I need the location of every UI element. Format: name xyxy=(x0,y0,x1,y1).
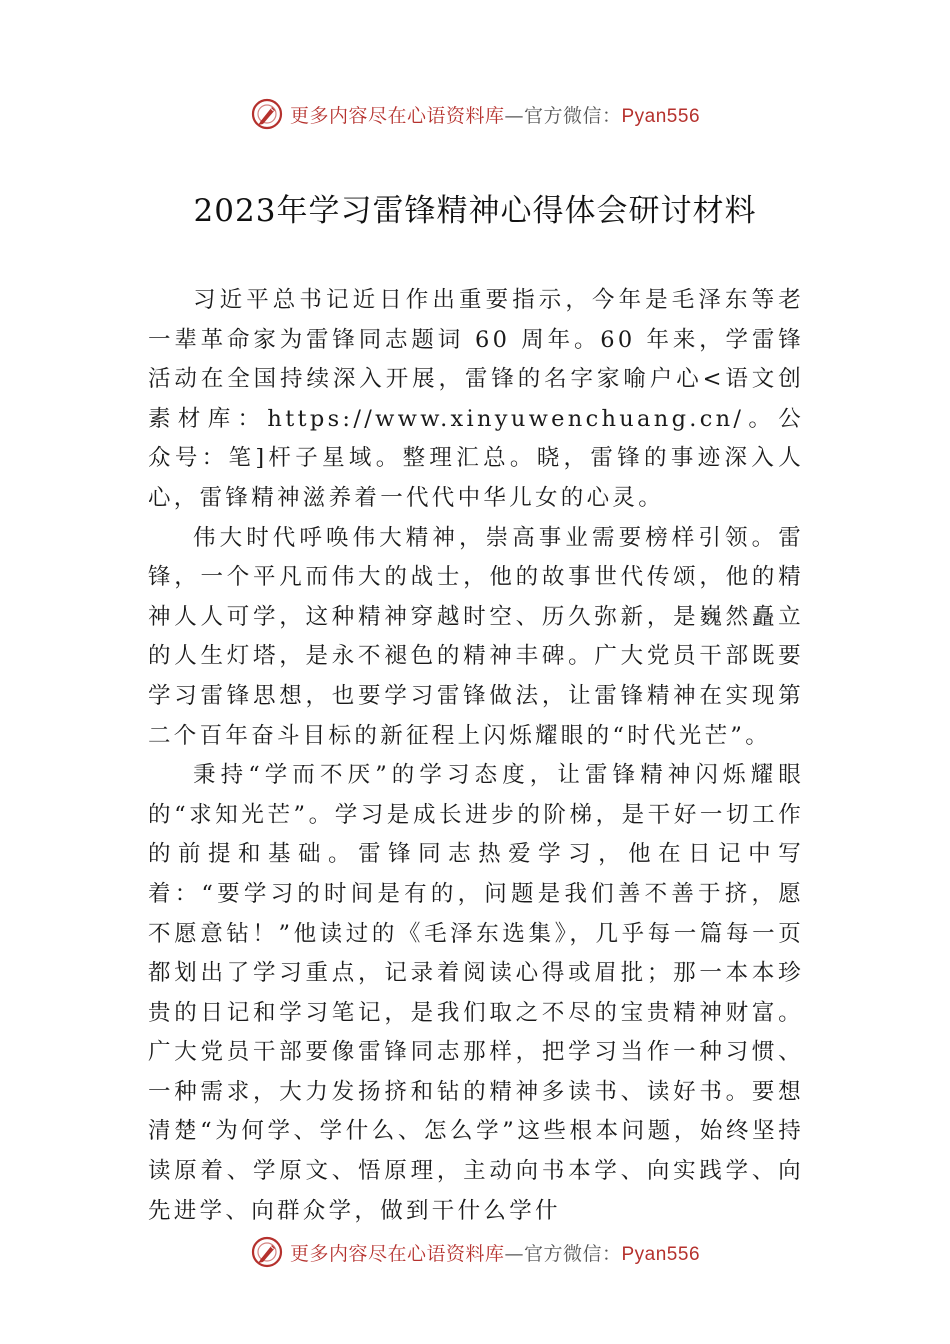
banner-dash: — xyxy=(504,1242,524,1265)
banner-wechat-handle: Pyan556 xyxy=(621,1243,701,1265)
banner-wechat-handle: Pyan556 xyxy=(621,105,701,127)
footer-banner xyxy=(0,1232,950,1272)
banner-site-name: 更多内容尽在心语资料库 xyxy=(289,1242,505,1265)
paragraph-1: 习近平总书记近日作出重要指示，今年是毛泽东等老一辈革命家为雷锋同志题词 60 周年。60 年来，学雷锋活动在全国持续深入开展，雷锋的名字家喻户心<语文创素材库：https://www.xinyuwenchuang.cn/。公众号：笔]杆子星域。整理汇总。晓，雷锋的事迹深入人心，雷锋精神滋养着一代代中华儿女的心灵。 xyxy=(148,287,804,511)
banner-official-label: 官方微信： xyxy=(523,104,622,127)
paragraph-2: 伟大时代呼唤伟大精神，崇高事业需要榜样引领。雷锋，一个平凡而伟大的战士，他的故事世代传颂，他的精神人人可学，这种精神穿越时空、历久弥新，是巍然矗立的人生灯塔，是永不褪色的精神丰碑。广大党员干部既要学习雷锋思想，也要学习雷锋做法，让雷锋精神在实现第二个百年奋斗目标的新征程上闪烁耀眼的“时代光芒”。 xyxy=(148,524,804,749)
banner-dash: — xyxy=(504,104,524,127)
pen-nib-logo-icon xyxy=(250,1235,284,1269)
header-banner xyxy=(0,94,950,134)
banner-text xyxy=(290,101,700,128)
document-title: 2023年学习雷锋精神心得体会研讨材料 xyxy=(193,193,757,229)
document-body xyxy=(148,281,804,1231)
paragraph-3: 秉持“学而不厌”的学习态度，让雷锋精神闪烁耀眼的“求知光芒”。学习是成长进步的阶梯，是干好一切工作的前提和基础。雷锋同志热爱学习，他在日记中写着：“要学习的时间是有的，问题是我们善不善于挤，愿不愿意钻！”他读过的《毛泽东选集》，几乎每一篇每一页都划出了学习重点，记录着阅读心得或眉批；那一本本珍贵的日记和学习笔记，是我们取之不尽的宝贵精神财富。广大党员干部要像雷锋同志那样，把学习当作一种习惯、一种需求，大力发扬挤和钻的精神多读书、读好书。要想清楚“为何学、学什么、怎么学”这些根本问题，始终坚持读原着、学原文、悟原理，主动向书本学、向实践学、向先进学、向群众学，做到干什么学什 xyxy=(148,762,804,1224)
banner-site-name: 更多内容尽在心语资料库 xyxy=(289,104,505,127)
banner-text xyxy=(290,1239,700,1266)
pen-nib-logo-icon xyxy=(250,97,284,131)
banner-official-label: 官方微信： xyxy=(523,1242,622,1265)
